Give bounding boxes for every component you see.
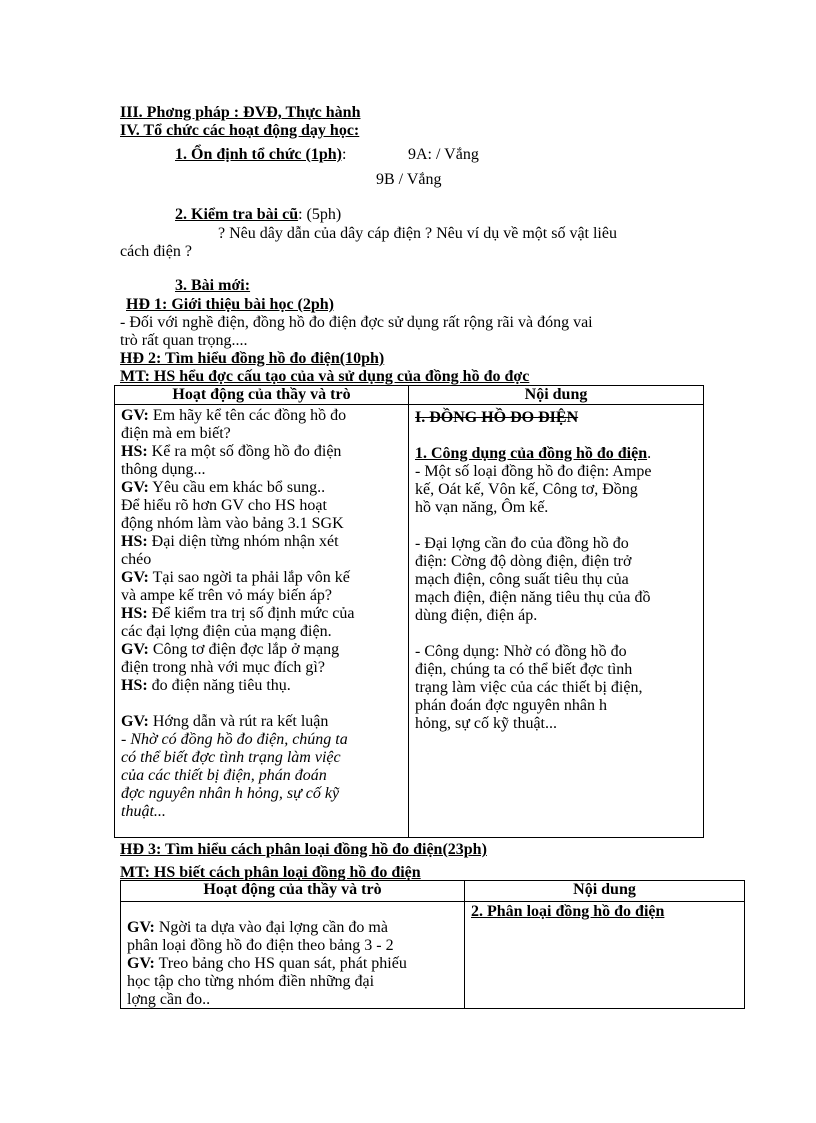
hd2-left-line bbox=[121, 479, 404, 497]
hd2-left-line-speaker: GV: bbox=[121, 641, 149, 658]
spacer bbox=[415, 625, 699, 643]
hd2-left-line bbox=[121, 641, 404, 659]
hd2-right-sub: 1. Công dụng của đồng hồ đo điện bbox=[415, 445, 648, 462]
class-9a-attendance: 9A: / Vắng bbox=[408, 146, 479, 163]
hd3-table-header-right: Nội dung bbox=[465, 881, 744, 902]
hd3-left-line-text: phân loại đồng hồ đo điện theo bảng 3 - 2 bbox=[127, 937, 394, 954]
hd2-conclusion-key: GV: bbox=[121, 713, 149, 730]
step1-title: 1. Ổn định tổ chức (1ph) bbox=[175, 146, 342, 163]
hd2-left-line-text: thông dụng... bbox=[121, 461, 206, 478]
hd2-left-line-text: chéo bbox=[121, 551, 152, 568]
hd2-left-line-text: các đại lợng điện của mạng điện. bbox=[121, 623, 332, 640]
hd3-left-lines bbox=[127, 919, 460, 1009]
hd2-right-p1-line: kế, Oát kế, Vôn kế, Công tơ, Đồng bbox=[415, 481, 638, 498]
hd2-conclusion-italic-line: đợc nguyên nhân h hỏng, sự cố kỹ bbox=[121, 785, 340, 802]
hd2-right-p2-line: - Đại lợng cần đo của đồng hồ đo bbox=[415, 535, 629, 552]
hd2-left-line bbox=[121, 569, 404, 587]
hd2-table-left-column bbox=[115, 386, 409, 837]
hd2-right-p1-line: hồ vạn năng, Ôm kế. bbox=[415, 499, 549, 516]
hd2-left-lines bbox=[121, 407, 404, 695]
hd2-left-line bbox=[121, 551, 404, 569]
hd2-left-line-text: Để kiểm tra trị số định mức của bbox=[147, 605, 355, 622]
hd2-left-line bbox=[121, 605, 404, 623]
hd2-right-title: I. ĐỒNG HỒ ĐO ĐIỆN bbox=[415, 409, 579, 426]
hd2-left-line-text: Công tơ điện đợc lắp ở mạng bbox=[148, 641, 340, 658]
hd2-left-content bbox=[121, 407, 404, 821]
hd2-table-header-left: Hoạt động của thầy và trò bbox=[115, 386, 408, 405]
hd3-left-line-text: học tập cho từng nhóm điền những đại bbox=[127, 973, 375, 990]
hd2-left-line bbox=[121, 623, 404, 641]
section-iii-heading: III. Phơng pháp : ĐVĐ, Thực hành bbox=[120, 104, 361, 121]
hd3-left-line-text: Ngời ta dựa vào đại lợng cần đo mà bbox=[154, 919, 388, 936]
spacer bbox=[415, 517, 699, 535]
hd2-table-header-right: Nội dung bbox=[409, 386, 703, 405]
hd3-title: HĐ 3: Tìm hiểu cách phân loại đồng hồ đo điện(23ph) bbox=[120, 841, 487, 858]
step3-title: 3. Bài mới: bbox=[175, 277, 251, 294]
hd2-left-line-speaker: HS: bbox=[121, 533, 148, 550]
hd3-left-line bbox=[127, 937, 460, 955]
step2-duration: : (5ph) bbox=[298, 206, 342, 223]
hd2-left-line bbox=[121, 659, 404, 677]
hd2-left-line bbox=[121, 461, 404, 479]
hd2-left-line bbox=[121, 677, 404, 695]
hd2-right-p2-line: mạch điện, điện năng tiêu thụ của đồ bbox=[415, 589, 651, 606]
hd2-left-line bbox=[121, 425, 404, 443]
hd3-table-right-column bbox=[465, 881, 744, 1008]
hd2-right-p3-line: - Công dụng: Nhờ có đồng hồ đo bbox=[415, 643, 627, 660]
hd2-left-line-text: Tại sao ngời ta phải lắp vôn kế bbox=[148, 569, 350, 586]
hd2-left-line bbox=[121, 533, 404, 551]
hd2-left-line-speaker: GV: bbox=[121, 479, 149, 496]
hd3-right-content bbox=[471, 903, 740, 921]
hd2-right-p3-line: điện, chúng ta có thể biết đợc tình bbox=[415, 661, 633, 678]
step2-question-line1: ? Nêu dây dẫn của dây cáp điện ? Nêu ví dụ về một số vật liêu bbox=[218, 225, 617, 242]
hd3-left-line-speaker: GV: bbox=[127, 955, 155, 972]
hd3-left-line-text: lợng cần đo.. bbox=[127, 991, 211, 1008]
hd3-left-line bbox=[127, 973, 460, 991]
hd2-conclusion-line bbox=[121, 713, 404, 731]
step2-question-line2: cách điện ? bbox=[120, 243, 192, 260]
hd2-table bbox=[114, 385, 704, 838]
hd3-left-line bbox=[127, 955, 460, 973]
hd2-conclusion-italic-line: - Nhờ có đồng hồ đo điện, chúng ta bbox=[121, 731, 348, 748]
hd2-conclusion-italic bbox=[121, 731, 404, 821]
hd2-left-line-text: điện trong nhà với mục đích gì? bbox=[121, 659, 325, 676]
hd2-left-line-speaker: HS: bbox=[121, 443, 148, 460]
hd3-left-line bbox=[127, 991, 460, 1009]
hd3-right-sub: 2. Phân loại đồng hồ đo điện bbox=[471, 903, 665, 920]
hd2-conclusion-italic-line: của các thiết bị điện, phán đoán bbox=[121, 767, 327, 784]
hd3-table-header-left: Hoạt động của thầy và trò bbox=[121, 881, 464, 902]
hd2-right-paragraph-3 bbox=[415, 643, 699, 733]
hd2-right-sub-line bbox=[415, 445, 699, 463]
hd2-right-paragraph-2 bbox=[415, 535, 699, 625]
hd2-conclusion-text: Hớng dẫn và rút ra kết luận bbox=[148, 713, 329, 730]
section-iv-heading: IV. Tổ chức các hoạt động dạy học: bbox=[120, 122, 360, 139]
hd2-right-p2-line: mạch điện, công suất tiêu thụ của bbox=[415, 571, 629, 588]
hd2-left-line-text: điện mà em biết? bbox=[121, 425, 231, 442]
hd2-left-line-text: Đại diện từng nhóm nhận xét bbox=[147, 533, 339, 550]
hd2-left-line-speaker: HS: bbox=[121, 677, 148, 694]
hd2-conclusion-italic-line: có thể biết đợc tình trạng làm việc bbox=[121, 749, 341, 766]
hd1-title: HĐ 1: Giới thiệu bài học (2ph) bbox=[126, 296, 334, 313]
spacer bbox=[121, 695, 404, 713]
hd2-left-line-speaker: GV: bbox=[121, 569, 149, 586]
hd2-right-p3-line: trạng làm việc của các thiết bị điện, bbox=[415, 679, 643, 696]
hd3-table-left-column bbox=[121, 881, 465, 1008]
hd1-line2: trò rất quan trọng.... bbox=[120, 332, 248, 349]
hd2-table-right-column bbox=[409, 386, 703, 837]
class-9b-attendance: 9B / Vắng bbox=[376, 171, 442, 188]
spacer bbox=[415, 427, 699, 445]
hd3-left-line-text: Treo bảng cho HS quan sát, phát phiếu bbox=[154, 955, 407, 972]
hd2-left-line bbox=[121, 407, 404, 425]
hd2-goal: MT: HS hểu đợc cấu tạo của và sử dụng của đồng hồ đo đợc bbox=[120, 368, 530, 385]
hd2-left-line-text: Để hiểu rõ hơn GV cho HS hoạt bbox=[121, 497, 327, 514]
hd2-left-line bbox=[121, 587, 404, 605]
hd3-goal: MT: HS biết cách phân loại đồng hồ đo điện bbox=[120, 864, 421, 881]
step2-line bbox=[175, 206, 341, 224]
hd2-left-line-text: động nhóm làm vào bảng 3.1 SGK bbox=[121, 515, 344, 532]
hd3-left-line-speaker: GV: bbox=[127, 919, 155, 936]
hd2-conclusion-italic-line: thuật... bbox=[121, 803, 166, 820]
hd2-right-p3-line: phán đoán đợc nguyên nhân h bbox=[415, 697, 607, 714]
hd3-table bbox=[120, 880, 745, 1009]
hd1-line1: - Đối với nghề điện, đồng hồ đo điện đợc sử dụng rất rộng rãi và đóng vai bbox=[120, 314, 593, 331]
hd3-left-line bbox=[127, 919, 460, 937]
hd2-left-line-text: và ampe kế trên vỏ máy biến áp? bbox=[121, 587, 333, 604]
hd2-right-p2-line: điện: Cờng độ dòng điện, điện trở bbox=[415, 553, 632, 570]
hd2-right-paragraph-1 bbox=[415, 463, 699, 517]
hd2-title: HĐ 2: Tìm hiểu đồng hồ đo điện(10ph) bbox=[120, 350, 385, 367]
hd2-left-line-text: đo điện năng tiêu thụ. bbox=[147, 677, 291, 694]
hd2-right-content bbox=[415, 409, 699, 733]
hd2-left-line bbox=[121, 497, 404, 515]
hd2-left-line bbox=[121, 515, 404, 533]
step2-title: 2. Kiểm tra bài cũ bbox=[175, 206, 299, 223]
hd2-left-line bbox=[121, 443, 404, 461]
hd2-right-sub-dot: . bbox=[647, 445, 652, 462]
hd2-right-p3-line: hỏng, sự cố kỹ thuật... bbox=[415, 715, 557, 732]
hd2-left-line-text: Em hãy kể tên các đồng hồ đo bbox=[148, 407, 347, 424]
hd2-left-line-speaker: GV: bbox=[121, 407, 149, 424]
hd2-left-line-text: Kể ra một số đồng hồ đo điện bbox=[147, 443, 342, 460]
step1-line bbox=[175, 146, 346, 164]
hd2-left-line-text: Yêu cầu em khác bổ sung.. bbox=[148, 479, 326, 496]
hd2-right-p2-line: dùng điện, điện áp. bbox=[415, 607, 538, 624]
step1-colon: : bbox=[341, 146, 347, 163]
hd2-right-p1-line: - Một số loại đồng hồ đo điện: Ampe bbox=[415, 463, 652, 480]
hd2-left-line-speaker: HS: bbox=[121, 605, 148, 622]
